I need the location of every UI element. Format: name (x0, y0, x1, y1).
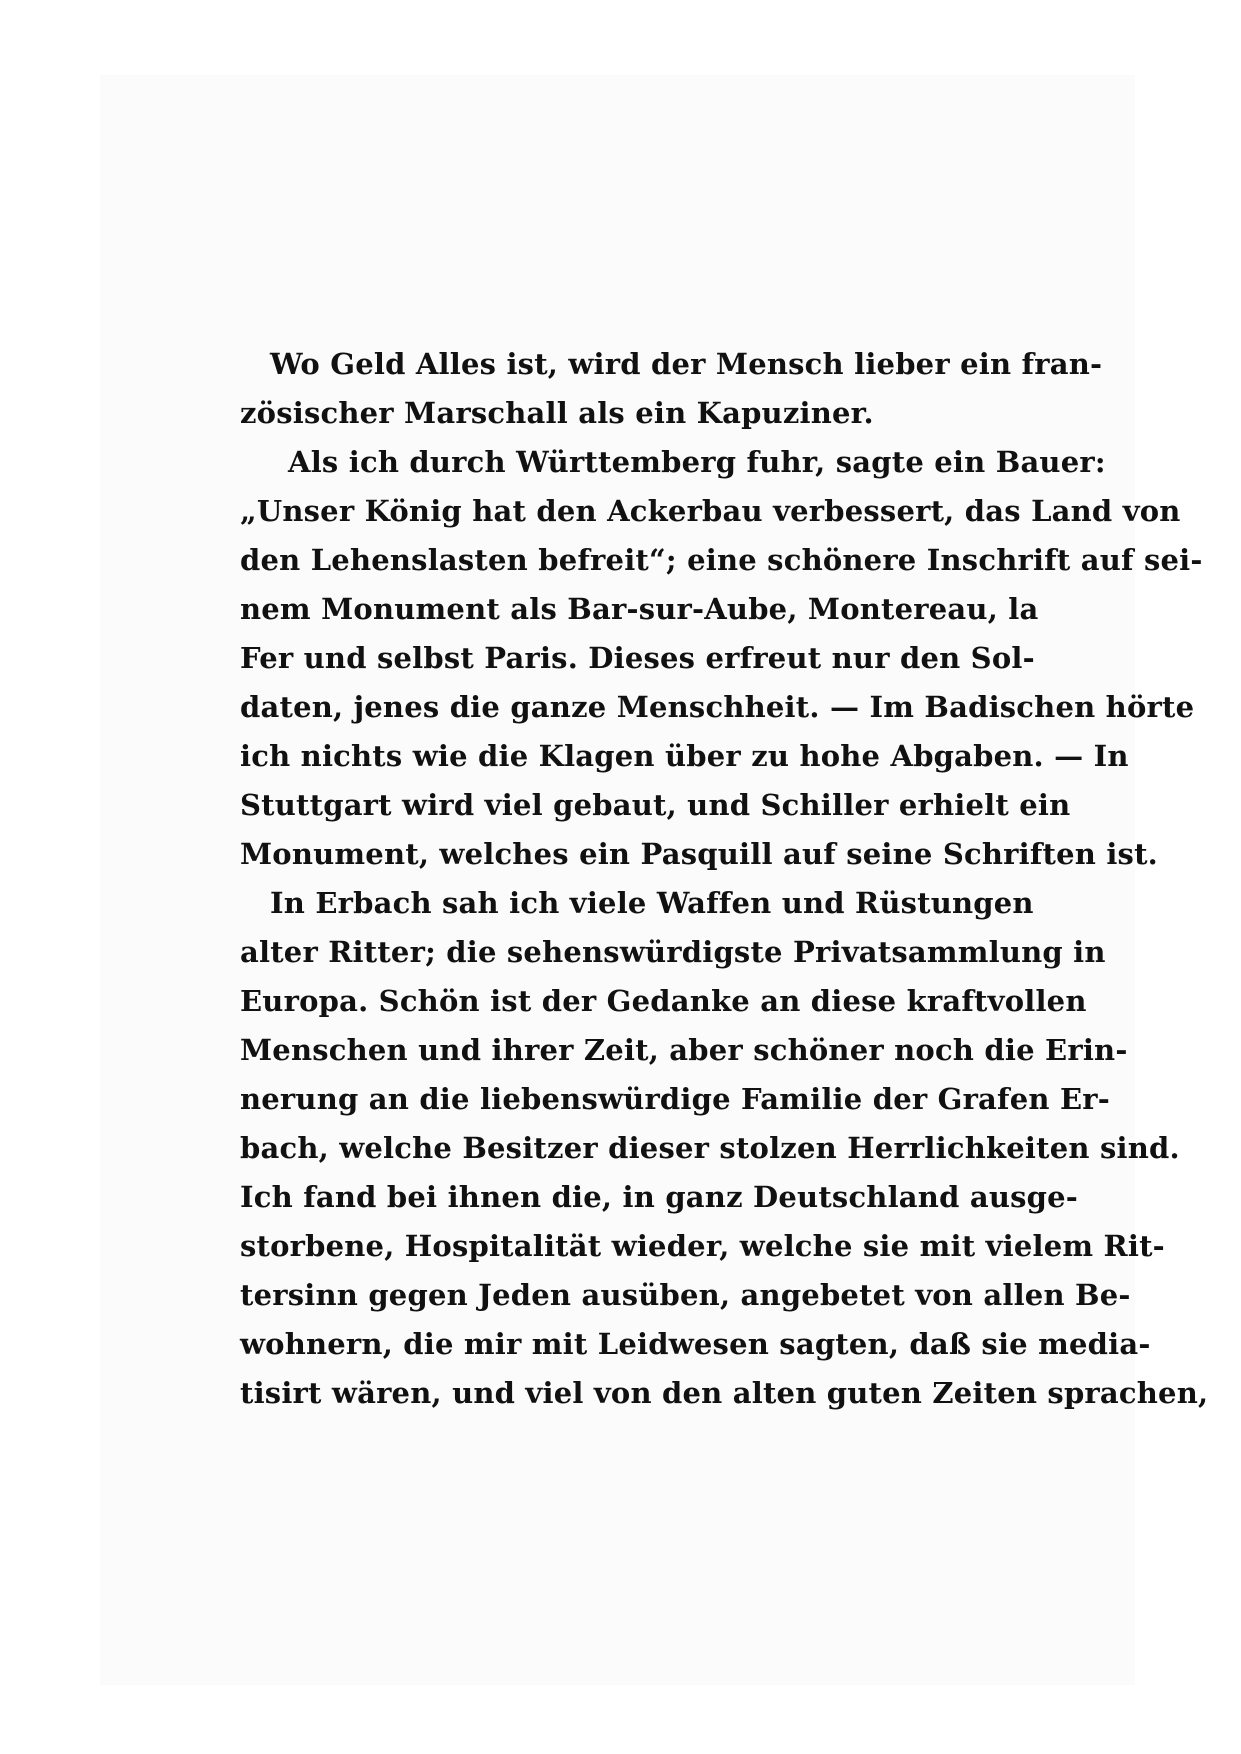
text-line: daten, jenes die ganze Menschheit. — Im Badischen hörte (240, 690, 1195, 724)
text-line: tisirt wären, und viel von den alten guten Zeiten sprachen, (240, 1376, 1209, 1410)
text-line: Menschen und ihrer Zeit, aber schöner noch die Erin- (240, 1033, 1128, 1067)
body-text (240, 340, 1209, 1418)
text-line: tersinn gegen Jeden ausüben, angebetet von allen Be- (240, 1278, 1131, 1312)
text-line: „Unser König hat den Ackerbau verbessert, das Land von (240, 494, 1181, 528)
text-line: ich nichts wie die Klagen über zu hohe Abgaben. — In (240, 739, 1129, 773)
text-line: nerung an die liebenswürdige Familie der Grafen Er- (240, 1082, 1110, 1116)
text-line: zösischer Marschall als ein Kapuziner. (240, 396, 874, 430)
text-line: Als ich durch Württemberg fuhr, sagte ein Bauer: (288, 445, 1106, 479)
text-line: Fer und selbst Paris. Dieses erfreut nur den Sol- (240, 641, 1035, 675)
text-line: den Lehenslasten befreit“; eine schönere Inschrift auf sei- (240, 543, 1203, 577)
text-line: Wo Geld Alles ist, wird der Mensch lieber ein fran- (270, 347, 1103, 381)
text-line: nem Monument als Bar-sur-Aube, Montereau, la (240, 592, 1039, 626)
text-line: Stuttgart wird viel gebaut, und Schiller erhielt ein (240, 788, 1071, 822)
text-line: Monument, welches ein Pasquill auf seine Schriften ist. (240, 837, 1158, 871)
text-line: Ich fand bei ihnen die, in ganz Deutschland ausge- (240, 1180, 1079, 1214)
text-line: Europa. Schön ist der Gedanke an diese kraftvollen (240, 984, 1087, 1018)
text-line: wohnern, die mir mit Leidwesen sagten, daß sie media- (240, 1327, 1151, 1361)
text-line: bach, welche Besitzer dieser stolzen Herrlichkeiten sind. (240, 1131, 1180, 1165)
text-line: storbene, Hospitalität wieder, welche sie mit vielem Rit- (240, 1229, 1165, 1263)
text-line: alter Ritter; die sehenswürdigste Privatsammlung in (240, 935, 1106, 969)
text-line: In Erbach sah ich viele Waffen und Rüstungen (270, 886, 1034, 920)
